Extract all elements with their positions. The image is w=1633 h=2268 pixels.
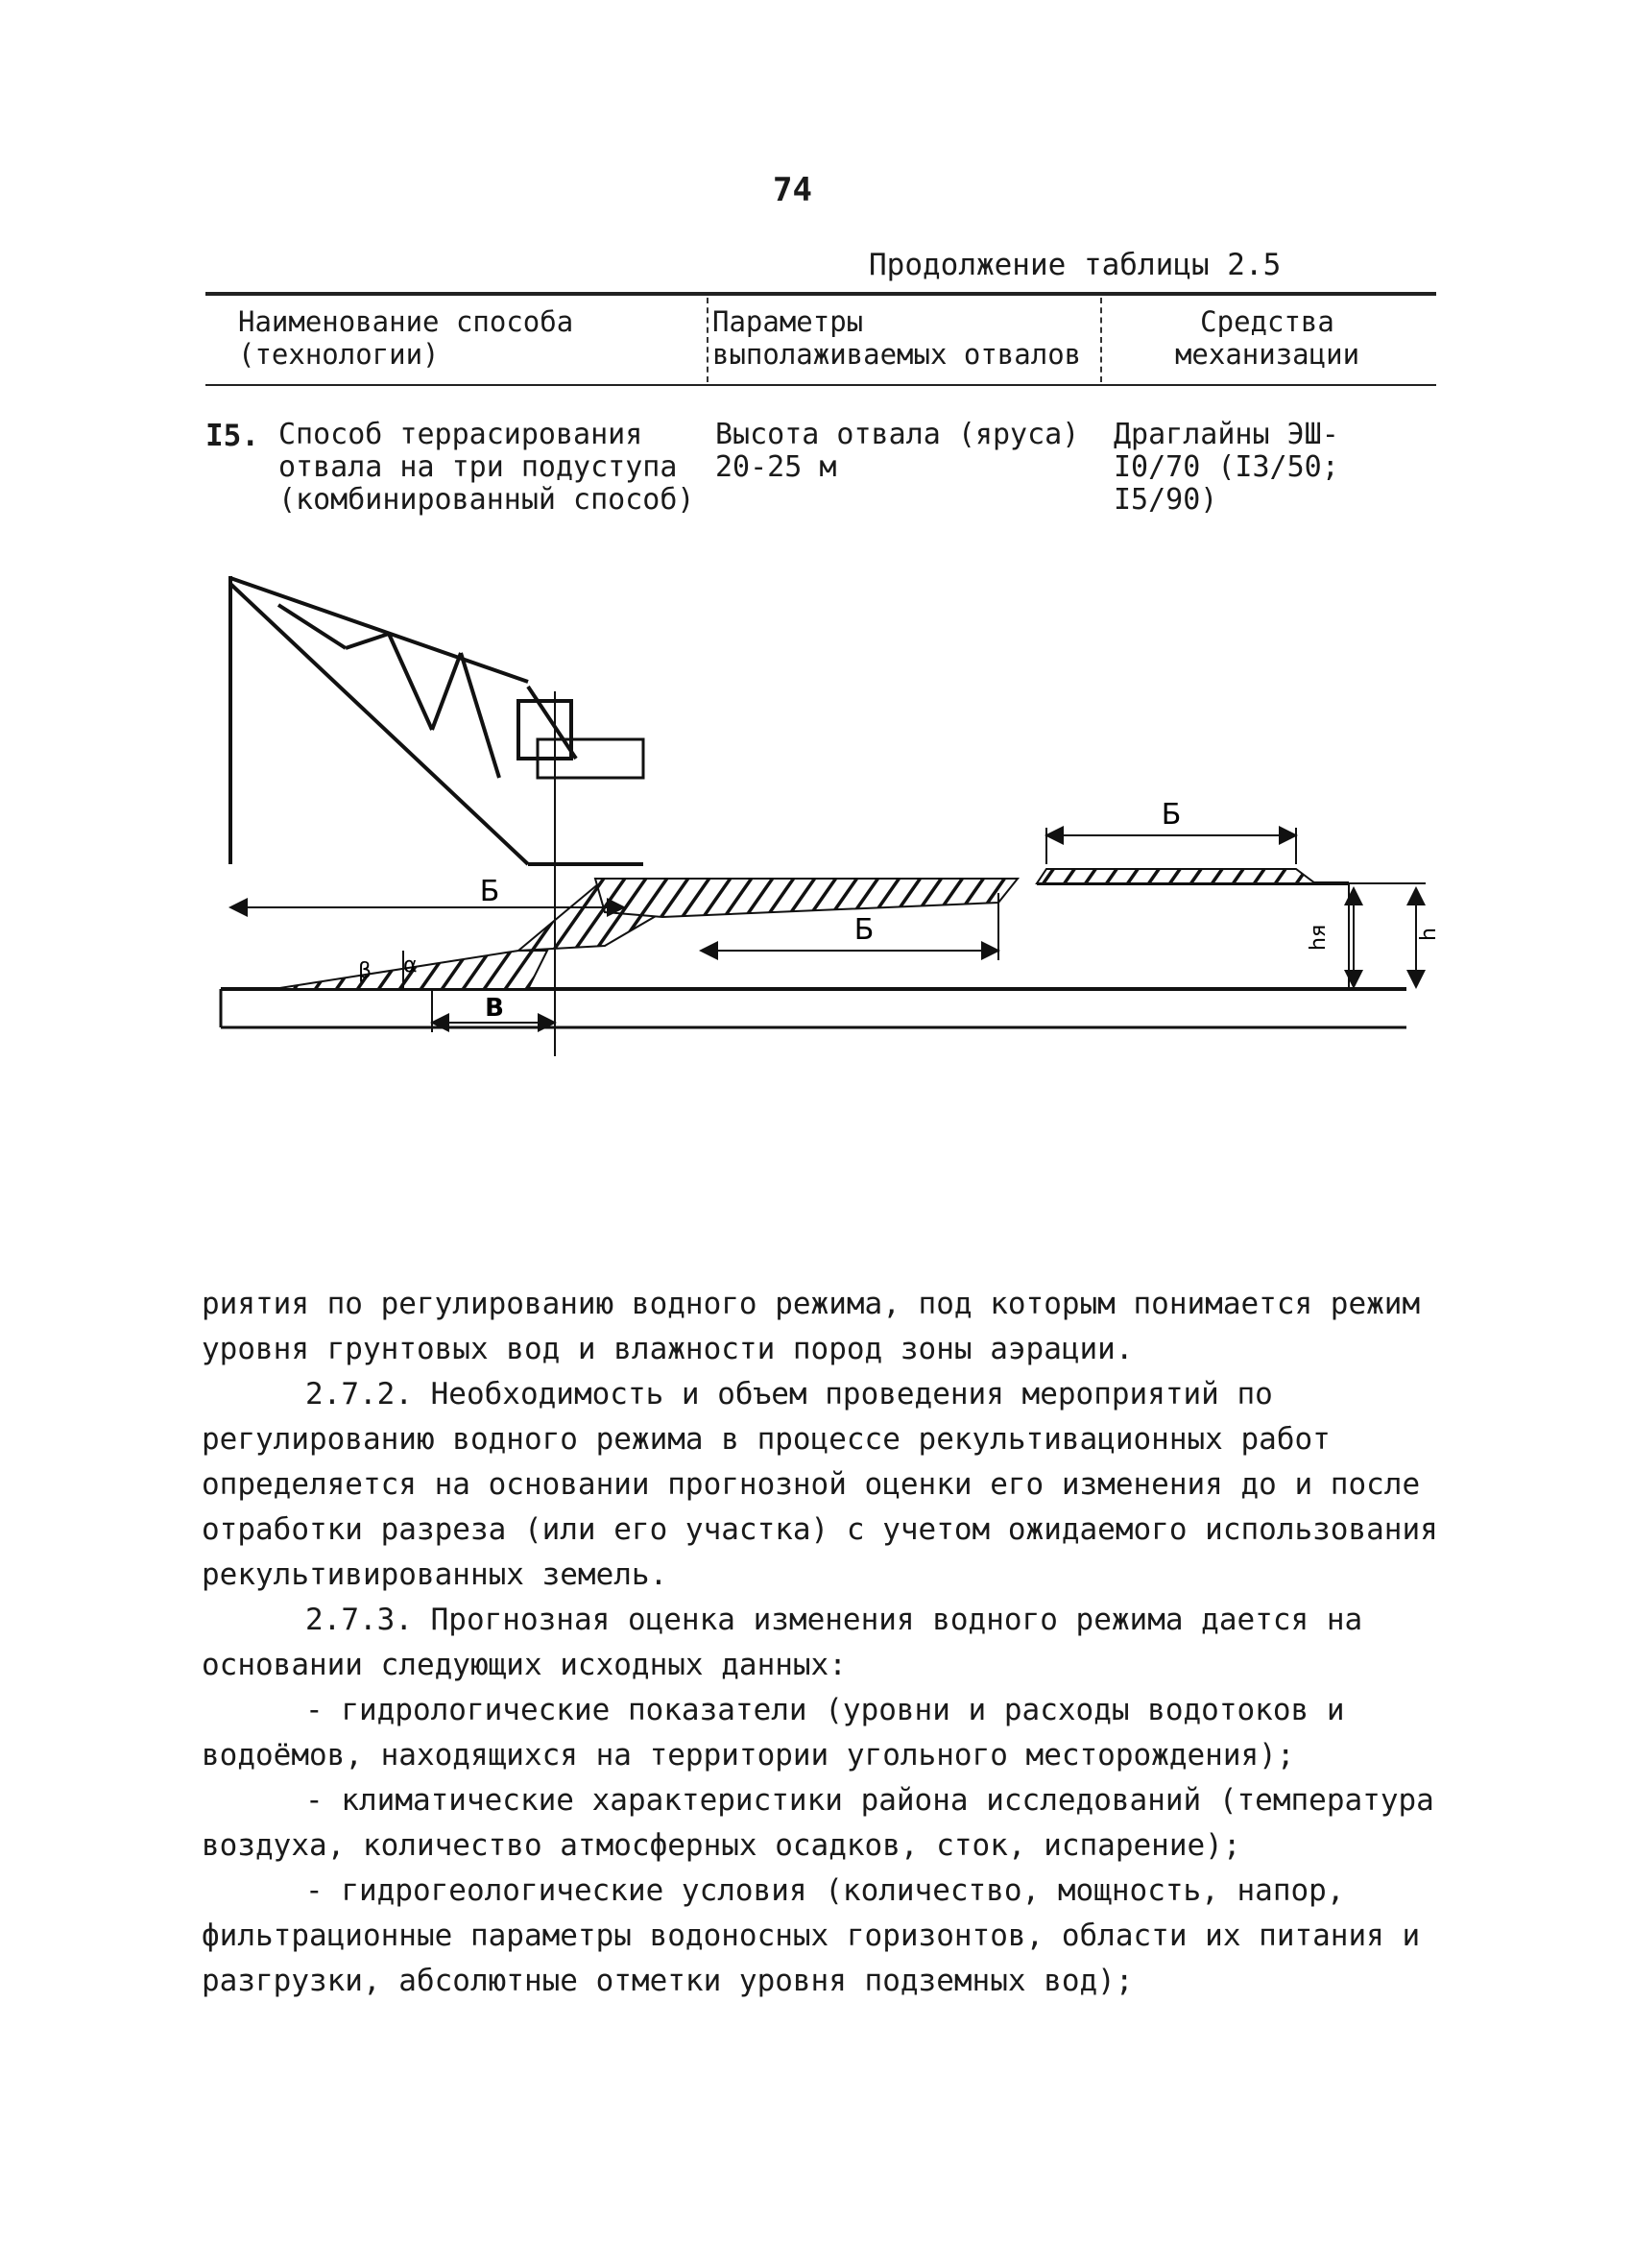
- table-header-machinery: Средства механизации: [1174, 305, 1360, 371]
- list-item-hydrogeology: - гидрогеологические условия (количество, мощность, напор, фильтрационные параметры водоносных горизонтов, области их питания и разгрузки, абсолютные отметки уровня подземных вод);: [202, 1873, 1421, 1998]
- label-alpha: α: [403, 953, 418, 977]
- row-number: I5.: [205, 419, 259, 453]
- dimension-b-upper: [1046, 828, 1296, 864]
- table-header-method: Наименование способа (технологии): [238, 305, 574, 371]
- paragraph-2-7-2: 2.7.2. Необходимость и объем проведения мероприятий по регулированию водного режима в процессе рекультивационных работ определяется на основании прогнозной оценки его изменения до и после отработки разреза (или его участка) с учетом ожидаемого использования рекультивированных земель.: [202, 1377, 1438, 1592]
- label-v: В: [485, 994, 504, 1023]
- list-item-climate: - климатические характеристики района исследований (температура воздуха, количество атмосферных осадков, сток, испарение);: [202, 1783, 1434, 1863]
- list-item-hydrology: - гидрологические показатели (уровни и расходы водотоков и водоёмов, находящихся на территории угольного месторождения);: [202, 1693, 1345, 1773]
- row-method: Способ террасирования отвала на три подуступа (комбинированный способ): [278, 418, 695, 517]
- dragline-terracing-diagram: [202, 576, 1450, 1056]
- table-header-rule: [205, 384, 1436, 386]
- dimension-height: [1349, 883, 1426, 987]
- label-h-tier: hя: [1307, 924, 1331, 951]
- label-beta: β: [358, 959, 372, 983]
- ground-line: [221, 989, 1406, 1027]
- page-number: 74: [773, 171, 812, 209]
- column-separator: [1100, 298, 1102, 382]
- label-b-upper: Б: [1161, 798, 1182, 832]
- paragraph-continuation: риятия по регулированию водного режима, под которым понимается режим уровня грунтовых вод и влажности пород зоны аэрации.: [202, 1287, 1421, 1366]
- column-separator: [707, 298, 708, 382]
- paragraph-2-7-3: 2.7.3. Прогнозная оценка изменения водного режима дается на основании следующих исходных данных:: [202, 1603, 1363, 1682]
- row-machinery: Драглайны ЭШ-I0/70 (I3/50; I5/90): [1114, 418, 1339, 517]
- label-b-middle: Б: [853, 913, 875, 947]
- table-caption: Продолжение таблицы 2.5: [869, 248, 1282, 282]
- spoil-layer-top: [1037, 869, 1315, 883]
- table-top-rule: [205, 292, 1436, 296]
- label-h: h: [1417, 928, 1441, 941]
- label-b-left: Б: [479, 875, 500, 908]
- upper-bench: [1037, 883, 1349, 989]
- table-header-parameters: Параметры выполаживаемых отвалов: [712, 305, 1082, 371]
- body-text: [202, 1282, 1450, 2004]
- row-parameters: Высота отвала (яруса) 20-25 м: [715, 418, 1080, 484]
- spoil-layer-middle: [595, 879, 1018, 917]
